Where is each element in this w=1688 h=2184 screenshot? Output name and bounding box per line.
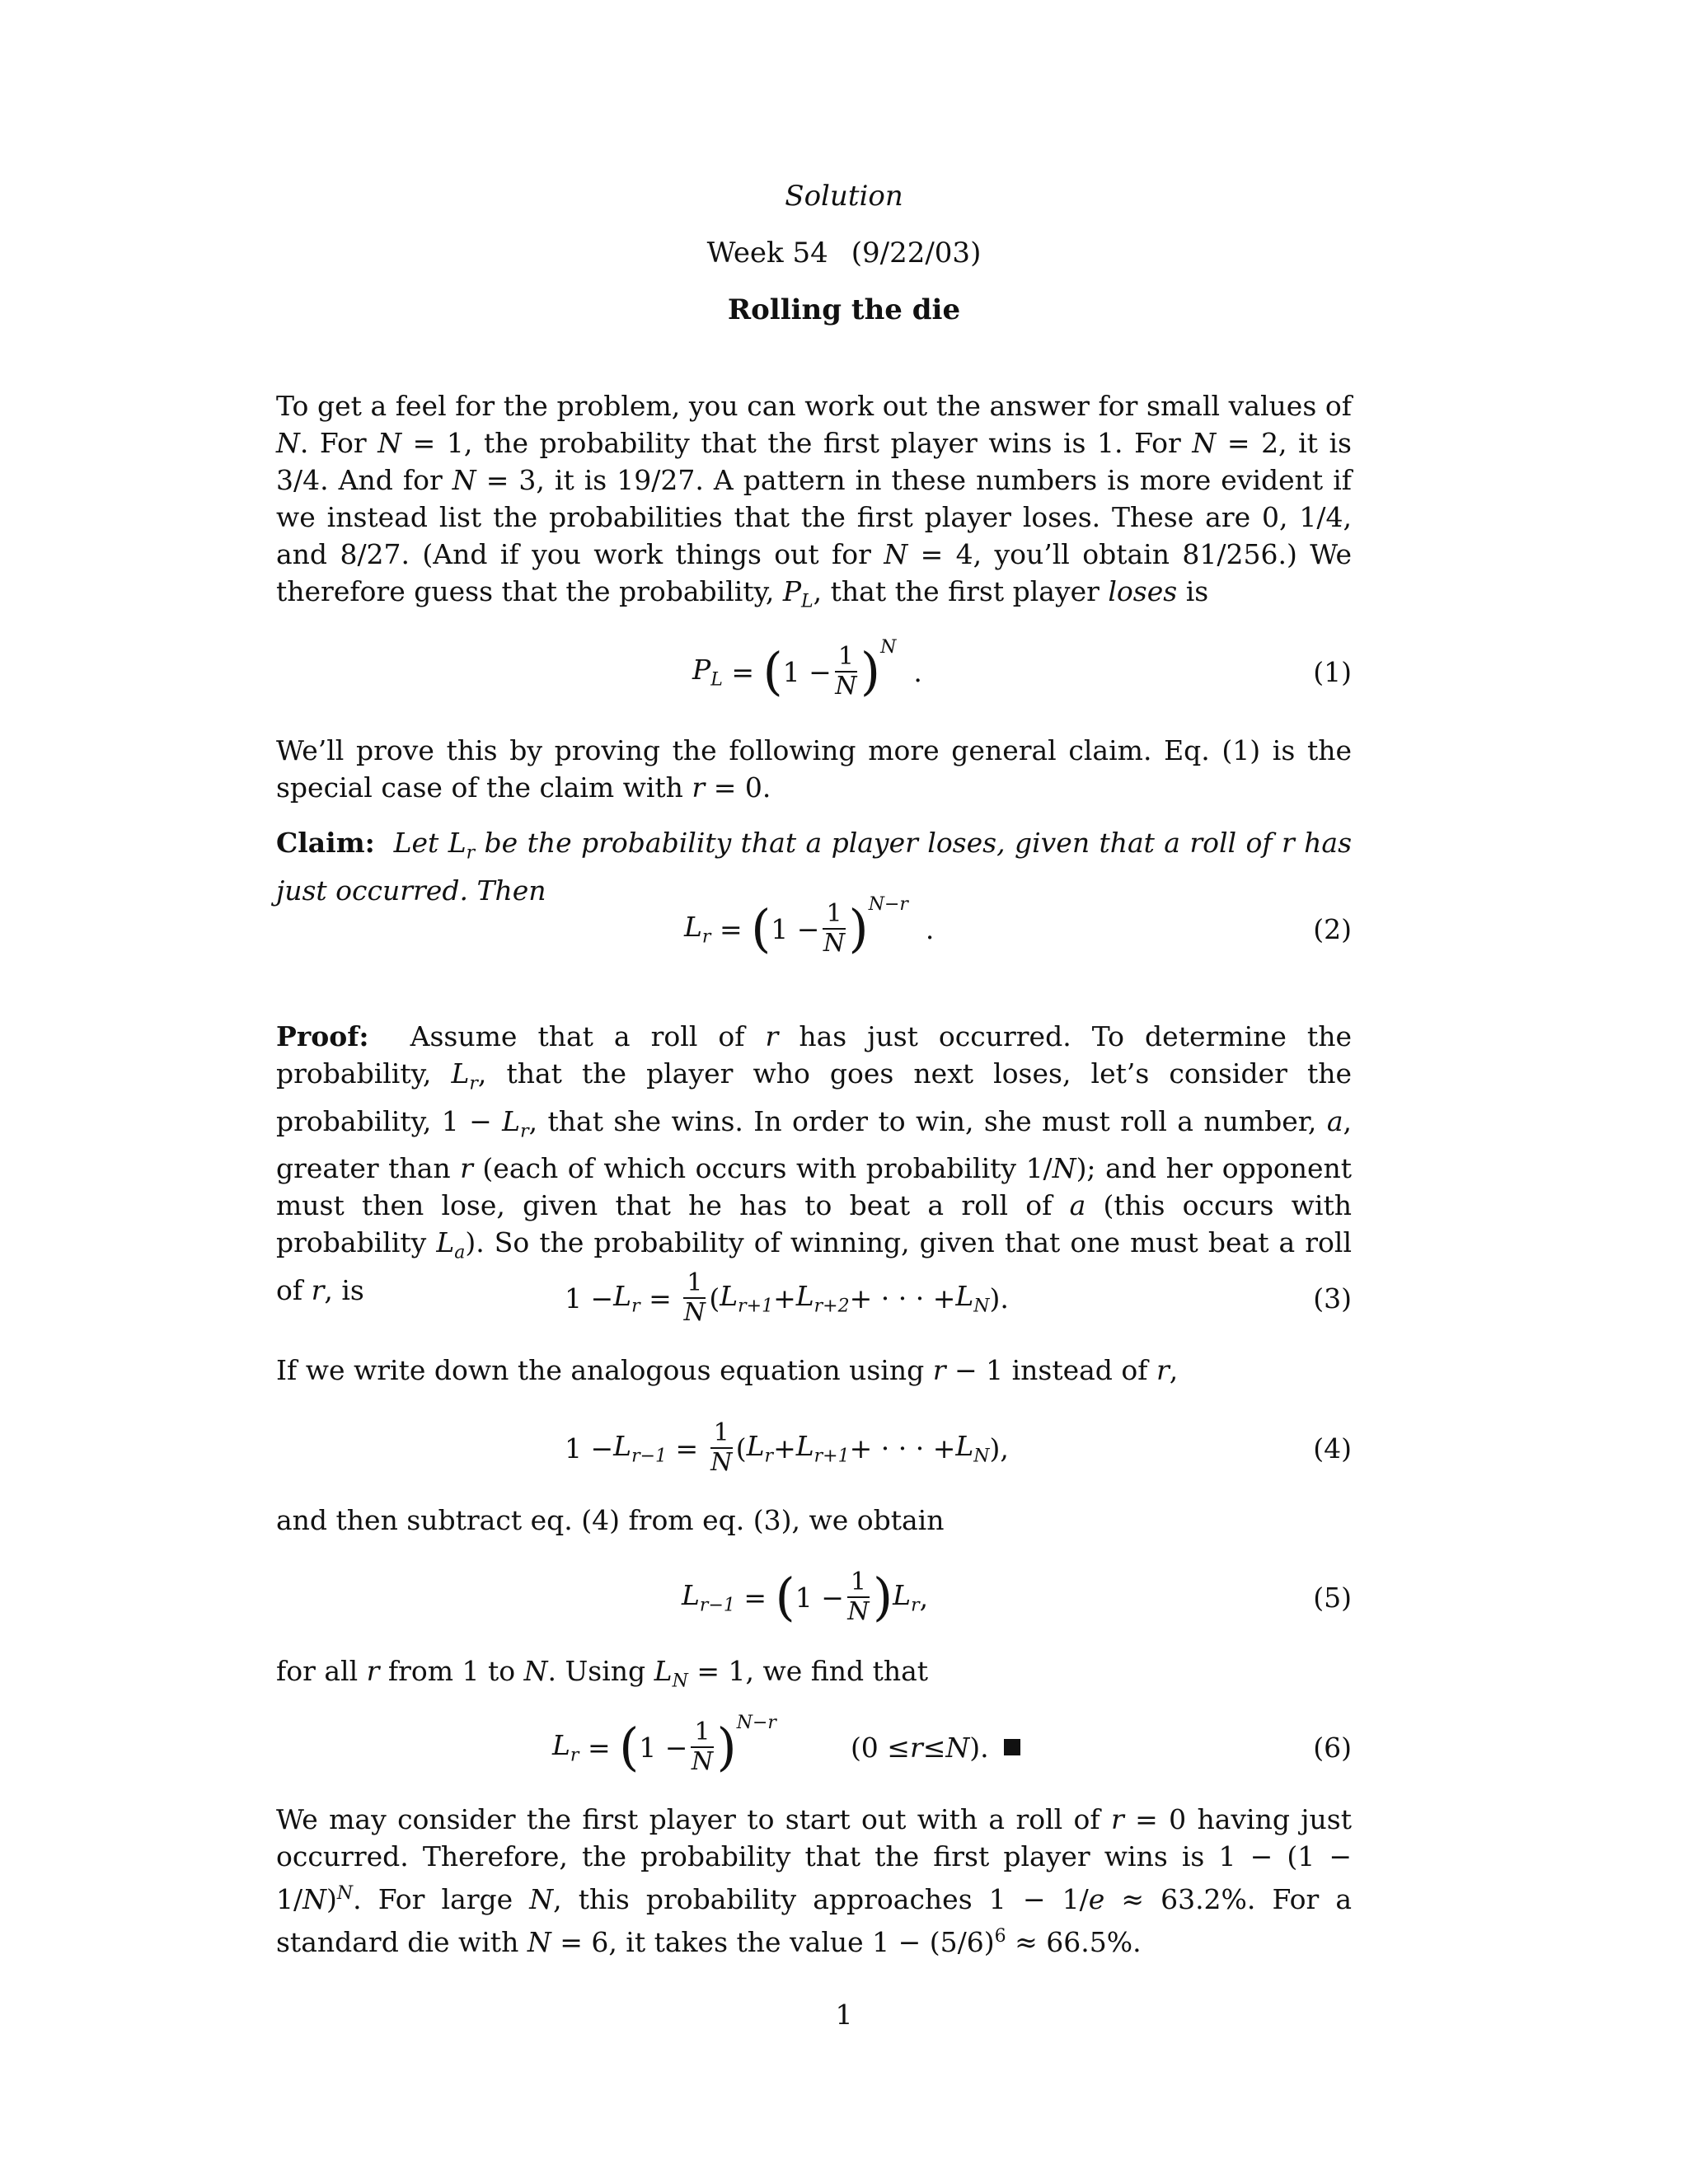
claim-paragraph: Claim: Let $L_r$ be the probability that a player loses, given that a roll of r has just occurred. Then: [276, 827, 1353, 907]
subtract-paragraph: and then subtract eq. (4) from eq. (3), we obtain: [276, 1504, 945, 1536]
equation-number: (1): [1313, 655, 1352, 688]
week-line: [0, 237, 1688, 269]
equation-number: (2): [1313, 912, 1352, 945]
range-paragraph: for all r from 1 to N. Using $L_N = 1$, we find that: [276, 1655, 929, 1692]
equation-6: $L_r$ = ( 1 − $\frac{1}{N}$ ) $^{N-r}$ (0 ≤ r ≤ N ). (6): [276, 1710, 1352, 1784]
equation-number: (3): [1313, 1282, 1352, 1315]
week-date: (9/22/03): [851, 237, 982, 269]
problem-title: Rolling the die: [727, 293, 961, 326]
equation-number: (4): [1313, 1432, 1352, 1465]
page-number: 1: [835, 1999, 853, 2031]
analogous-paragraph: If we write down the analogous equation using r − 1 instead of r,: [276, 1354, 1179, 1386]
conclusion-paragraph: We may consider the first player to start out with a roll of r = 0 having just occurred. Therefore, the probability that the first player wins is $1 - (1 - 1/N)^N$. For large N, this probability approaches 1 − 1/e ≈ 63.2%. For a standard die with N = 6, it takes the value $1 - (5/6)^6 \approx 66.5\%$.: [276, 1803, 1352, 1958]
intro-paragraph: To get a feel for the problem, you can work out the answer for small values of N. For N = 1, the probability that the first player wins is 1. For N = 2, it is 3/4. And for N = 3, it is 19/27. A pattern in these numbers is more evident if we instead list the probabilities that the first player loses. These are 0, 1/4, and 8/27. (And if you work things out for N = 4, you’ll obtain 81/256.) We therefore guess that the probability, $P_L$, that the first player loses is: [276, 390, 1352, 612]
equation-4: 1 − $L_{r-1}$ = $\frac{1}{N}$ ( $L_r$ + $L_{r+1}$ + · · · + $L_N$ ), (4): [276, 1411, 1352, 1485]
proof-paragraph: Proof: Assume that a roll of r has just occurred. To determine the probability, $L_r$, that the player who goes next loses, let’s consider the probability, $1 - L_r$, that she wins. In order to win, she must roll a number, a, greater than r (each of which occurs with probability 1/N); and her opponent must then lose, given that he has to beat a roll of a (this occurs with probability $L_a$). So the probability of winning, given that one must beat a roll of r, is: [276, 1020, 1353, 1306]
qed-square-icon: [1004, 1739, 1020, 1755]
equation-5: $L_{r-1}$ = ( 1 − $\frac{1}{N}$ ) $L_r$ , (5): [276, 1560, 1352, 1634]
solution-label: Solution: [785, 180, 903, 213]
transition-paragraph: We’ll prove this by proving the following more general claim. Eq. (1) is the special case of the claim with r = 0.: [276, 734, 1352, 804]
equation-1: $P_L$ = ( 1 − $\frac{1}{N}$ ) $^N$ . (1): [276, 635, 1352, 709]
equation-number: (6): [1313, 1731, 1352, 1764]
week-number: Week 54: [706, 237, 828, 269]
equation-3: 1 − $L_r$ = $\frac{1}{N}$ ( $L_{r+1}$ + $L_{r+2}$ + · · · + $L_N$ ). (3): [276, 1261, 1352, 1335]
equation-number: (5): [1313, 1581, 1352, 1614]
equation-2: $L_r$ = ( 1 − $\frac{1}{N}$ ) $^{N-r}$ . (2): [276, 892, 1352, 966]
